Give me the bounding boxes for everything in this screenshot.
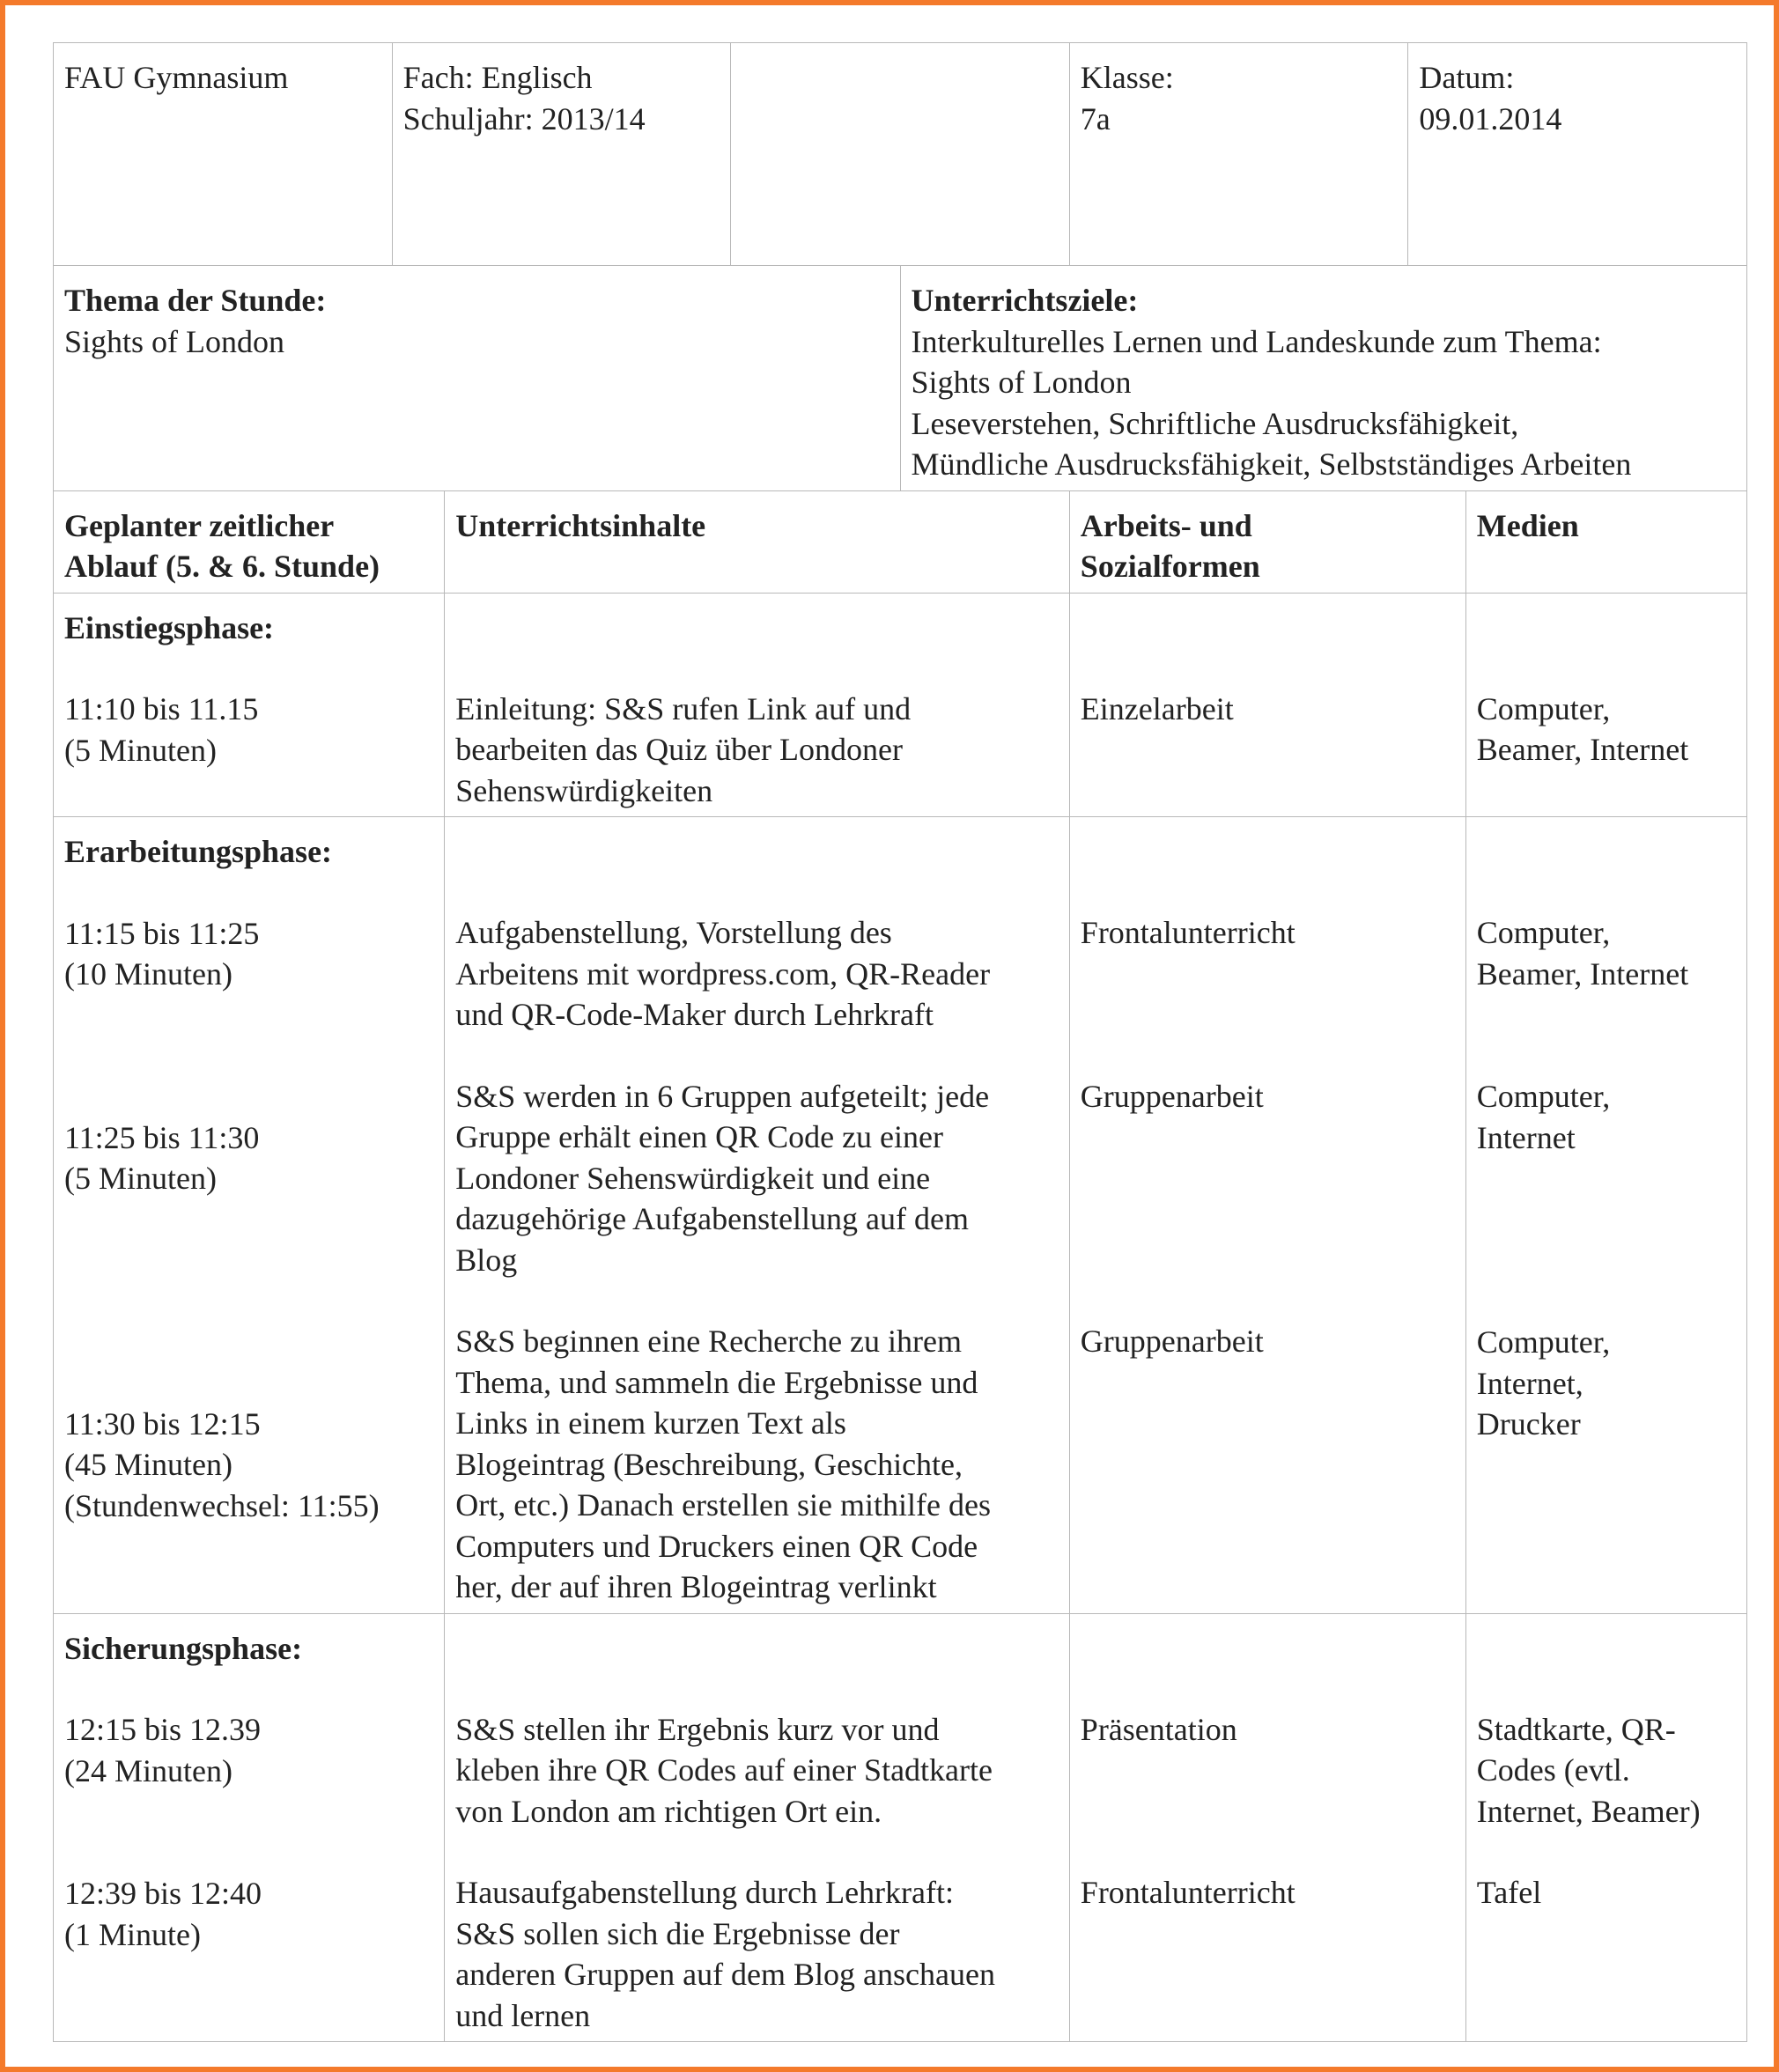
col-header-formen-line: Arbeits- und <box>1080 507 1252 543</box>
content-cell <box>445 1613 1070 2042</box>
time-line: 12:15 bis 12.39 <box>64 1712 262 1747</box>
schedule-table <box>53 491 1747 2043</box>
media-line: Stadtkarte, QR- <box>1476 1711 1676 1747</box>
topic-label: Thema der Stunde: <box>64 283 327 318</box>
goals-line: Sights of London <box>911 365 1132 400</box>
time-line: (5 Minuten) <box>64 1161 217 1196</box>
col-header-formen-line: Sozialformen <box>1080 549 1260 584</box>
content-line: und QR-Code-Maker durch Lehrkraft <box>455 997 934 1032</box>
goals-line: Mündliche Ausdrucksfähigkeit, Selbstständiges Arbeiten <box>911 446 1632 482</box>
column-header-row <box>54 491 1747 594</box>
content-line: S&S werden in 6 Gruppen aufgeteilt; jede <box>455 1078 990 1114</box>
media-line: Internet, Beamer) <box>1476 1793 1701 1829</box>
phase-title: Erarbeitungsphase: <box>64 834 333 869</box>
time-line: 11:30 bis 12:15 <box>64 1405 261 1442</box>
col-header-medien <box>1465 491 1746 594</box>
content-line: Blog <box>455 1242 518 1278</box>
content-line: Sehenswürdigkeiten <box>455 772 713 808</box>
media-cell <box>1465 1613 1746 2042</box>
content-line: S&S beginnen eine Recherche zu ihrem <box>455 1324 963 1359</box>
content-line: bearbeiten das Quiz über Londoner <box>455 732 903 767</box>
form-cell <box>1069 1613 1465 2042</box>
time-line: 11:15 bis 11:25 <box>64 915 260 951</box>
goals-line: Leseverstehen, Schriftliche Ausdrucksfähigkeit, <box>911 405 1519 441</box>
media-line: Computer, <box>1476 1324 1611 1360</box>
content-cell <box>445 593 1070 817</box>
form-text: Frontalunterricht <box>1080 1875 1295 1910</box>
form-text: Präsentation <box>1080 1711 1237 1747</box>
date-label: Datum: <box>1419 60 1515 95</box>
form-text: Gruppenarbeit <box>1080 1324 1264 1359</box>
content-line: Einleitung: S&S rufen Link auf und <box>455 690 912 726</box>
time-line: (45 Minuten) <box>64 1447 233 1482</box>
content-line: Arbeitens mit wordpress.com, QR-Reader <box>455 955 991 992</box>
time-line: 11:10 bis 11.15 <box>64 691 259 726</box>
media-line: Tafel <box>1476 1875 1542 1910</box>
content-line: Links in einem kurzen Text als <box>455 1405 846 1441</box>
date-cell <box>1408 43 1747 266</box>
content-line: Ort, etc.) Danach erstellen sie mithilfe des <box>455 1487 991 1523</box>
content-line: Blogeintrag (Beschreibung, Geschichte, <box>455 1446 963 1482</box>
class-cell <box>1069 43 1408 266</box>
col-header-inhalte <box>445 491 1070 594</box>
content-line: S&S stellen ihr Ergebnis kurz vor und <box>455 1711 940 1747</box>
col-header-medien-text: Medien <box>1476 507 1579 543</box>
goals-line: Interkulturelles Lernen und Landeskunde zum Thema: <box>911 323 1602 359</box>
content-line: dazugehörige Aufgabenstellung auf dem <box>455 1201 970 1236</box>
time-line: (1 Minute) <box>64 1916 201 1952</box>
content-line: Londoner Sehenswürdigkeit und eine <box>455 1160 931 1196</box>
lesson-plan <box>53 42 1747 2042</box>
col-header-ablauf-line: Ablauf (5. & 6. Stunde) <box>64 549 380 584</box>
content-line: Hausaufgabenstellung durch Lehrkraft: <box>455 1875 954 1910</box>
phase-title: Einstiegsphase: <box>64 609 275 645</box>
topic-value: Sights of London <box>64 323 285 359</box>
time-line: 12:39 bis 12:40 <box>64 1876 262 1911</box>
phase-row-erarbeitung <box>54 817 1747 1614</box>
time-cell <box>54 1613 445 2042</box>
media-line: Codes (evtl. <box>1476 1752 1630 1788</box>
media-line: Computer, <box>1476 690 1611 726</box>
content-line: Thema, und sammeln die Ergebnisse und <box>455 1364 978 1400</box>
time-cell <box>54 593 445 817</box>
subject-cell <box>392 43 731 266</box>
content-line: Computers und Druckers einen QR Code <box>455 1528 978 1564</box>
time-cell <box>54 817 445 1614</box>
col-header-ablauf-line: Geplanter zeitlicher <box>64 507 335 543</box>
phase-title: Sicherungsphase: <box>64 1630 303 1666</box>
phase-row-sicherung <box>54 1613 1747 2042</box>
media-cell <box>1465 817 1746 1614</box>
content-line: von London am richtigen Ort ein. <box>455 1793 882 1829</box>
time-line: (5 Minuten) <box>64 732 217 768</box>
subject: Fach: Englisch <box>402 60 593 95</box>
content-line: und lernen <box>455 1997 591 2033</box>
topic-cell <box>54 266 901 490</box>
time-line: (10 Minuten) <box>64 956 233 992</box>
content-line: Gruppe erhält einen QR Code zu einer <box>455 1119 944 1154</box>
class-label: Klasse: <box>1080 60 1174 95</box>
media-line: Drucker <box>1476 1406 1581 1442</box>
form-text: Einzelarbeit <box>1080 690 1234 726</box>
school-year: Schuljahr: 2013/14 <box>402 100 646 136</box>
date-value: 09.01.2014 <box>1419 100 1562 136</box>
media-line: Beamer, Internet <box>1476 955 1689 992</box>
goals-cell <box>900 266 1747 490</box>
school-name: FAU Gymnasium <box>64 60 289 95</box>
media-line: Internet <box>1476 1119 1576 1155</box>
school-cell <box>54 43 393 266</box>
col-header-ablauf <box>54 491 445 594</box>
col-header-formen <box>1069 491 1465 594</box>
form-text: Gruppenarbeit <box>1080 1078 1264 1114</box>
content-line: Aufgabenstellung, Vorstellung des <box>455 915 892 950</box>
topic-table <box>53 266 1747 491</box>
empty-cell <box>731 43 1070 266</box>
phase-row-einstieg <box>54 593 1747 817</box>
media-line: Computer, <box>1476 915 1611 950</box>
media-line: Beamer, Internet <box>1476 732 1689 767</box>
content-line: her, der auf ihren Blogeintrag verlinkt <box>455 1569 937 1604</box>
content-cell <box>445 817 1070 1614</box>
form-cell <box>1069 593 1465 817</box>
media-line: Computer, <box>1476 1079 1611 1114</box>
class-value: 7a <box>1080 100 1111 136</box>
content-line: anderen Gruppen auf dem Blog anschauen <box>455 1957 995 1992</box>
media-cell <box>1465 593 1746 817</box>
header-table <box>53 42 1747 266</box>
col-header-inhalte-text: Unterrichtsinhalte <box>455 507 706 543</box>
content-line: S&S sollen sich die Ergebnisse der <box>455 1915 900 1951</box>
time-line: 11:25 bis 11:30 <box>64 1119 260 1155</box>
form-cell <box>1069 817 1465 1614</box>
time-line: (Stundenwechsel: 11:55) <box>64 1487 380 1523</box>
form-text: Frontalunterricht <box>1080 915 1295 950</box>
media-line: Internet, <box>1476 1365 1583 1401</box>
time-line: (24 Minuten) <box>64 1752 233 1788</box>
goals-label: Unterrichtsziele: <box>911 283 1139 318</box>
content-line: kleben ihre QR Codes auf einer Stadtkarte <box>455 1752 993 1788</box>
